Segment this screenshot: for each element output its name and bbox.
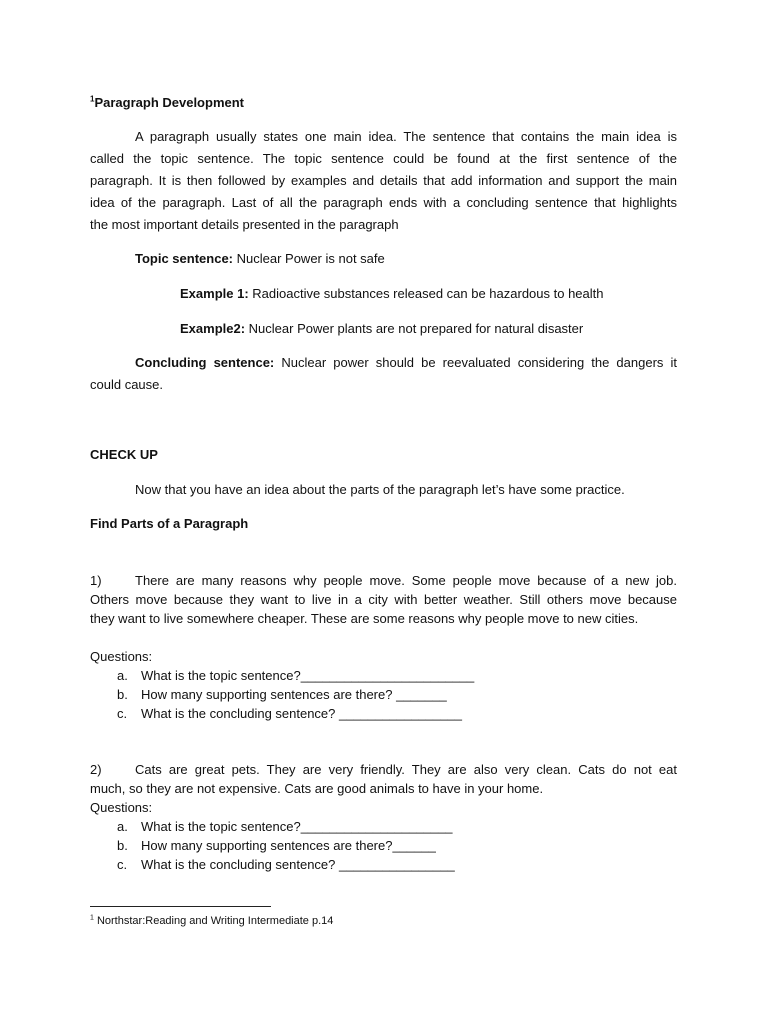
topic-text: Nuclear Power is not safe bbox=[233, 251, 385, 266]
exercise-2-line: much, so they are not expensive. Cats are good animals to have in your home. bbox=[90, 781, 544, 796]
footnote-text: Northstar:Reading and Writing Intermediate p.14 bbox=[93, 915, 334, 927]
exercise-1-line: they want to live somewhere cheaper. These are some reasons why people move to new cities. bbox=[90, 611, 639, 626]
footnote bbox=[90, 915, 333, 927]
intro-line: called the topic sentence. The topic sentence could be found at the first sentence of the bbox=[90, 151, 677, 166]
exercise-1-line: Others move because they want to live in a city with better weather. Still others move because bbox=[90, 592, 677, 607]
concluding-continuation: could cause. bbox=[90, 377, 163, 392]
find-parts-subtitle: Find Parts of a Paragraph bbox=[90, 516, 249, 531]
checkup-title: CHECK UP bbox=[90, 447, 158, 462]
example-1 bbox=[180, 285, 767, 302]
exercise-1-questions-label: Questions: bbox=[90, 649, 153, 664]
exercise-1-line: 1) There are many reasons why people move. Some people move because of a new job. bbox=[90, 573, 677, 588]
exercise-1-number: 1) bbox=[90, 573, 102, 588]
example-1-label: Example 1: bbox=[180, 286, 249, 301]
section-heading bbox=[90, 94, 677, 111]
concluding-label: Concluding sentence: bbox=[135, 355, 275, 370]
checkup-intro: Now that you have an idea about the parts of the paragraph let’s have some practice. bbox=[135, 482, 625, 497]
example-2-label: Example2: bbox=[180, 321, 246, 336]
intro-line: idea of the paragraph. Last of all the paragraph ends with a concluding sentence that highlights bbox=[90, 195, 677, 210]
concluding-text: Nuclear power should be reevaluated considering the dangers it bbox=[274, 355, 677, 370]
exercise-2-line: 2) Cats are great pets. They are very friendly. They are also very clean. Cats do not eat bbox=[90, 762, 677, 777]
heading-title: Paragraph Development bbox=[94, 95, 244, 110]
footnote-marker: 1 bbox=[90, 914, 94, 922]
intro-line: paragraph. It is then followed by examples and details that add information and support the main bbox=[90, 173, 677, 188]
exercise-1-question: c. What is the concluding sentence? _________________ bbox=[117, 706, 462, 721]
exercise-2-number: 2) bbox=[90, 762, 102, 777]
topic-sentence bbox=[135, 250, 722, 267]
exercise-1-question: a. What is the topic sentence?________________________ bbox=[117, 668, 475, 683]
example-2 bbox=[180, 320, 767, 337]
exercise-2-questions-label: Questions: bbox=[90, 800, 153, 815]
intro-line: the most important details presented in the paragraph bbox=[90, 217, 399, 232]
footnote-marker: 1 bbox=[90, 94, 95, 104]
exercise-2-question: c. What is the concluding sentence? ________________ bbox=[117, 857, 455, 872]
footnote-divider bbox=[90, 906, 271, 907]
example-1-text: Radioactive substances released can be hazardous to health bbox=[248, 286, 604, 301]
intro-line: A paragraph usually states one main idea. The sentence that contains the main idea is bbox=[135, 129, 677, 144]
example-2-text: Nuclear Power plants are not prepared for natural disaster bbox=[245, 321, 584, 336]
topic-label: Topic sentence: bbox=[135, 251, 234, 266]
exercise-2-question: b. How many supporting sentences are there?______ bbox=[117, 838, 436, 853]
exercise-2-question: a. What is the topic sentence?_____________________ bbox=[117, 819, 453, 834]
exercise-1-question: b. How many supporting sentences are there? _______ bbox=[117, 687, 447, 702]
concluding-sentence bbox=[90, 354, 677, 371]
